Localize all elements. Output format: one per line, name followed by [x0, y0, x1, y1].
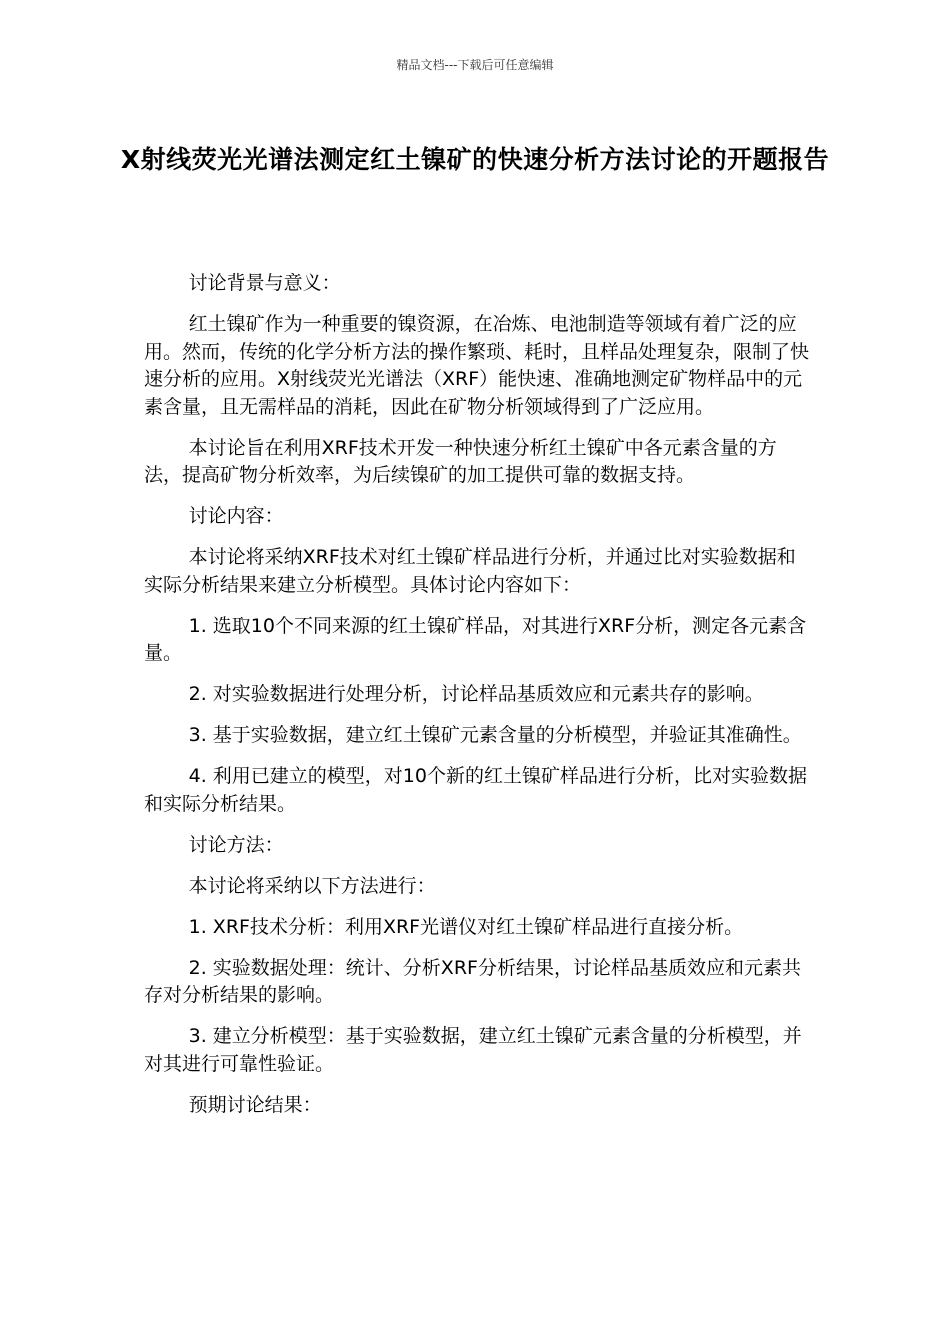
- list-item: 3. 基于实验数据，建立红土镍矿元素含量的分析模型，并验证其准确性。: [188, 724, 802, 746]
- paragraph: 红土镍矿作为一种重要的镍资源，在冶炼、电池制造等领域有着广泛的应用。然而，传统的化学分析方法的操作繁琐、耗时，且样品处理复杂，限制了快速分析的应用。X射线荧光光谱法（XRF）能快速、准确地测定矿物样品中的元素含量，且无需样品的消耗，因此在矿物分析领域得到了广泛应用。: [144, 313, 810, 418]
- section-heading-expected-results: 预期讨论结果：: [188, 1093, 322, 1116]
- paragraph: 本讨论将采纳XRF技术对红土镍矿样品进行分析，并通过比对实验数据和实际分析结果来建立分析模型。具体讨论内容如下：: [144, 546, 796, 596]
- page-header: 精品文档---下载后可任意编辑: [396, 58, 554, 72]
- list-item: 1. 选取10个不同来源的红土镍矿样品，对其进行XRF分析，测定各元素含量。: [144, 614, 807, 664]
- document-body: [144, 270, 812, 1133]
- paragraph: 本讨论将采纳以下方法进行：: [188, 874, 436, 897]
- paragraph: 本讨论旨在利用XRF技术开发一种快速分析红土镍矿中各元素含量的方法，提高矿物分析效率，为后续镍矿的加工提供可靠的数据支持。: [144, 436, 777, 486]
- document-title: X射线荧光光谱法测定红土镍矿的快速分析方法讨论的开题报告: [120, 145, 830, 174]
- section-heading-content: 讨论内容：: [188, 505, 284, 527]
- list-item: 3. 建立分析模型：基于实验数据，建立红土镍矿元素含量的分析模型，并对其进行可靠性验证。: [144, 1025, 802, 1075]
- section-heading-method: 讨论方法：: [188, 833, 284, 856]
- list-item: 4. 利用已建立的模型，对10个新的红土镍矿样品进行分析，比对实验数据和实际分析结果。: [144, 765, 807, 815]
- list-item: 2. 对实验数据进行处理分析，讨论样品基质效应和元素共存的影响。: [188, 683, 764, 705]
- list-item: 1. XRF技术分析：利用XRF光谱仪对红土镍矿样品进行直接分析。: [188, 915, 744, 938]
- section-heading-background: 讨论背景与意义：: [188, 272, 341, 294]
- list-item: 2. 实验数据处理：统计、分析XRF分析结果，讨论样品基质效应和元素共存对分析结果的影响。: [144, 956, 801, 1006]
